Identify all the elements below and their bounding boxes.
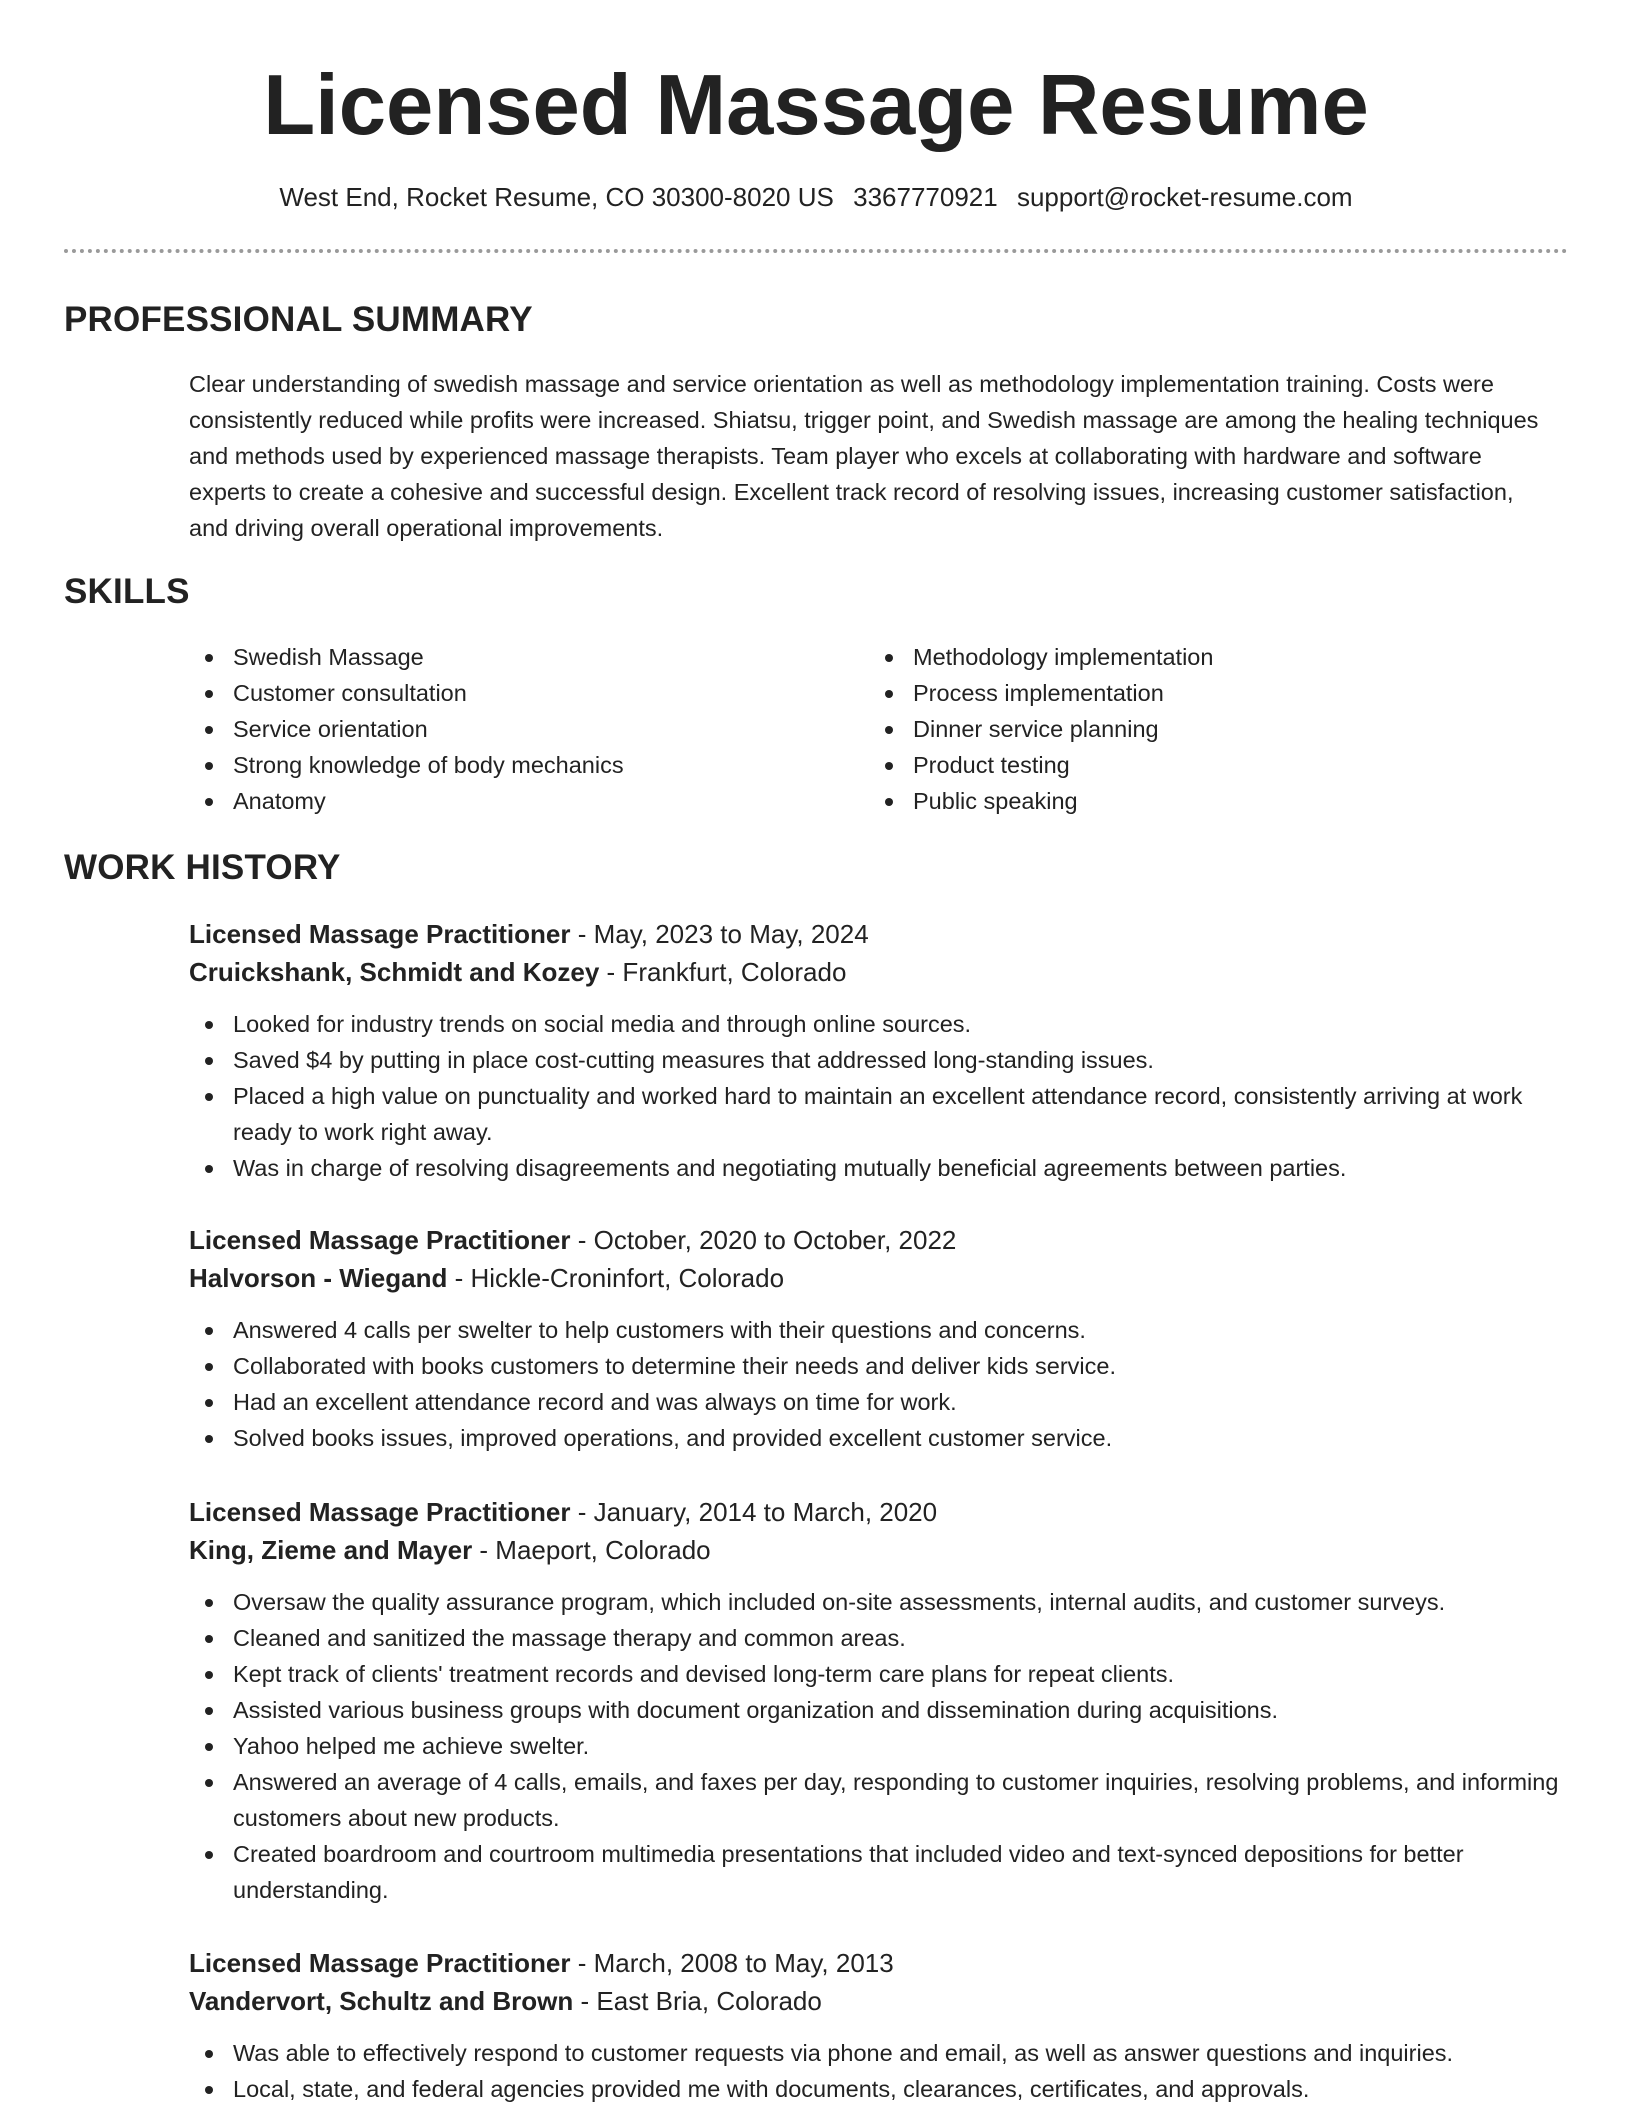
job-dates: - January, 2014 to March, 2020: [570, 1497, 938, 1527]
job-duty: Answered an average of 4 calls, emails, and faxes per day, responding to customer inquiries, resolving problems, and informing customers about new products.: [189, 1764, 1569, 1836]
job-title-line: [189, 1944, 1569, 1982]
job-duty: Assisted various business groups with document organization and dissemination during acquisitions.: [189, 1692, 1569, 1728]
job-title-line: [189, 915, 1569, 953]
job-company-line: [189, 1982, 1569, 2020]
skill-item: Methodology implementation: [869, 639, 1519, 675]
job-title: Licensed Massage Practitioner: [189, 1948, 571, 1978]
skill-item: Product testing: [869, 747, 1519, 783]
job-company-line: [189, 1259, 1569, 1297]
job-company-line: [189, 953, 1569, 991]
skill-item: Service orientation: [189, 711, 839, 747]
job-location: - Hickle-Croninfort, Colorado: [447, 1263, 785, 1293]
contact-line: [0, 179, 1632, 215]
job-duty: Was in charge of resolving disagreements and negotiating mutually beneficial agreements between parties.: [189, 1150, 1569, 1186]
job-location: - Frankfurt, Colorado: [599, 957, 847, 987]
header-divider: [64, 249, 1568, 253]
summary-text: Clear understanding of swedish massage and service orientation as well as methodology implementation training. Costs were consistently reduced while profits were increased. Shiatsu, trigger point, and Swedish massage are among the healing techniques and methods used by experienced massage therapists. Team player who excels at collaborating with hardware and software experts to create a cohesive and successful design. Excellent track record of resolving issues, increasing customer satisfaction, and driving overall operational improvements.: [189, 371, 1539, 541]
job-duty: Had an excellent attendance record and was always on time for work.: [189, 1384, 1569, 1420]
job-company: King, Zieme and Mayer: [189, 1535, 473, 1565]
job-entry: [189, 1493, 1569, 1908]
work-history-heading: WORK HISTORY: [64, 848, 341, 887]
job-title-line: [189, 1221, 1569, 1259]
job-duty: Saved $4 by putting in place cost-cutting measures that addressed long-standing issues.: [189, 1042, 1569, 1078]
skill-item: Strong knowledge of body mechanics: [189, 747, 839, 783]
job-company: Halvorson - Wiegand: [189, 1263, 448, 1293]
job-duty: Oversaw the quality assurance program, which included on-site assessments, internal audits, and customer surveys.: [189, 1584, 1569, 1620]
job-company: Vandervort, Schultz and Brown: [189, 1986, 574, 2016]
job-duty: Collaborated with books customers to determine their needs and deliver kids service.: [189, 1348, 1569, 1384]
job-duty: Yahoo helped me achieve swelter.: [189, 1728, 1569, 1764]
job-title-line: [189, 1493, 1569, 1531]
job-duty: Local, state, and federal agencies provided me with documents, clearances, certificates, and approvals.: [189, 2071, 1569, 2107]
job-entry: [189, 915, 1569, 1186]
contact-phone: 3367770921: [853, 182, 998, 212]
job-duties: [189, 2035, 1569, 2107]
job-company: Cruickshank, Schmidt and Kozey: [189, 957, 600, 987]
job-duty: Placed a high value on punctuality and worked hard to maintain an excellent attendance record, consistently arriving at work ready to work right away.: [189, 1078, 1569, 1150]
skill-item: Anatomy: [189, 783, 839, 819]
skills-list-left: [189, 639, 839, 819]
skills-heading: SKILLS: [64, 572, 190, 611]
job-company-line: [189, 1531, 1569, 1569]
job-dates: - March, 2008 to May, 2013: [570, 1948, 894, 1978]
job-location: - Maeport, Colorado: [472, 1535, 711, 1565]
job-title: Licensed Massage Practitioner: [189, 919, 571, 949]
skill-item: Customer consultation: [189, 675, 839, 711]
job-location: - East Bria, Colorado: [573, 1986, 822, 2016]
job-duties: [189, 1006, 1569, 1186]
skills-list-right: [869, 639, 1519, 819]
job-title: Licensed Massage Practitioner: [189, 1497, 571, 1527]
job-duties: [189, 1312, 1569, 1456]
contact-address: West End, Rocket Resume, CO 30300-8020 US: [279, 182, 834, 212]
resume-title: Licensed Massage Resume: [263, 58, 1369, 153]
contact-email: support@rocket-resume.com: [1016, 182, 1353, 212]
job-duty: Kept track of clients' treatment records and devised long-term care plans for repeat clients.: [189, 1656, 1569, 1692]
job-duty: Looked for industry trends on social media and through online sources.: [189, 1006, 1569, 1042]
skill-item: Process implementation: [869, 675, 1519, 711]
skill-item: Swedish Massage: [189, 639, 839, 675]
job-duty: Solved books issues, improved operations, and provided excellent customer service.: [189, 1420, 1569, 1456]
job-title: Licensed Massage Practitioner: [189, 1225, 571, 1255]
summary-heading: PROFESSIONAL SUMMARY: [64, 300, 533, 339]
job-dates: - May, 2023 to May, 2024: [570, 919, 869, 949]
job-duty: Was able to effectively respond to customer requests via phone and email, as well as answer questions and inquiries.: [189, 2035, 1569, 2071]
job-entry: [189, 1944, 1569, 2107]
job-duties: [189, 1584, 1569, 1908]
skill-item: Public speaking: [869, 783, 1519, 819]
job-duty: Answered 4 calls per swelter to help customers with their questions and concerns.: [189, 1312, 1569, 1348]
job-duty: Cleaned and sanitized the massage therapy and common areas.: [189, 1620, 1569, 1656]
skill-item: Dinner service planning: [869, 711, 1519, 747]
job-entry: [189, 1221, 1569, 1456]
job-duty: Created boardroom and courtroom multimedia presentations that included video and text-synced depositions for better understanding.: [189, 1836, 1569, 1908]
job-dates: - October, 2020 to October, 2022: [570, 1225, 957, 1255]
